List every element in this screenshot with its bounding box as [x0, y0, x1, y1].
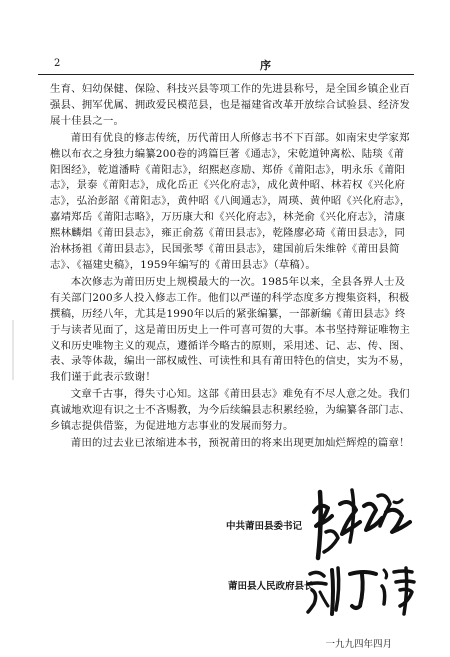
paragraph-2: 莆田有优良的修志传统，历代莆田人所修志书不下百部。如南宋史学家郑樵以布衣之身独力编纂200卷的鸿篇巨著《通志》，宋乾道钟离松、陆琰《莆阳图经》，乾道潘畤《莆阳志》，绍熙赵彦励、郑侨《莆阳志》，明永乐《莆阳志》，景泰《莆阳志》，成化岳正《兴化府志》，成化黄仲昭、林若权《兴化府志》，弘治彭韶《莆阳志》，黄仲昭《八闽通志》，周瑛、黄仲昭《兴化府志》，嘉靖郑岳《莆阳志略》，万历康大和《兴化府志》，林尧俞《兴化府志》，清康熙林麟焻《莆田县志》，雍正俞荔《莆田县志》，乾隆廖必琦《莆田县志》，同治林扬祖《莆田县志》，民国张琴《莆田县志》，建国前后朱维幹《莆田县简志》、《福建史稿》，1959年编写的《莆田县志》（草稿）。 — [50, 131, 411, 271]
section-title: 序 — [260, 59, 271, 72]
preface-body — [50, 82, 414, 452]
signature-title-county-magistrate: 莆田县人民政府县长 — [228, 581, 314, 592]
paragraph-1: 生育、妇幼保健、保险、科技兴县等项工作的先进县称号，是全国乡镇企业百强县、拥军优属、拥政爱民模范县，也是福建省改革开放综合试验县、经济发展十佳县之一。 — [50, 83, 411, 127]
paragraph-5: 莆田的过去业已浓缩进本书，预祝莆田的将来出现更加灿烂辉煌的篇章！ — [70, 436, 410, 449]
signature-title-party-secretary: 中共莆田县委书记 — [226, 521, 303, 532]
handwritten-signature-party-secretary — [306, 482, 416, 568]
paragraph-3: 本次修志为莆田历史上规模最大的一次。1985年以来，全县各界人士及有关部门200多人投入修志工作。他们以严谨的科学态度多方搜集资料，积极撰稿，历经八年，尤其是1990年以后的紧张编纂，一部新编《莆田县志》终于与读者见面了，这是莆田历史上一件可喜可贺的大事。本书坚持辩证唯物主义和历史唯物主义的观点，遵循详今略古的原则，采用述、记、志、传、图、表、录等体裁，编出一部权威性、可读性和具有莆田特色的信史，实为不易，我们谨于此表示致谢！ — [50, 275, 411, 384]
publication-date: 一九九四年四月 — [325, 639, 392, 650]
page-number: 2 — [54, 58, 61, 69]
scan-edge-mark — [10, 320, 16, 380]
handwritten-signature-county-magistrate — [304, 560, 424, 620]
page-header — [38, 56, 414, 75]
paragraph-4: 文章千古事，得失寸心知。这部《莆田县志》难免有不尽人意之处。我们真诚地欢迎有识之士不吝赐教，为今后续编县志积累经验，为编纂各部门志、乡镇志提供借鉴，为促进地方志事业的发展而努力。 — [50, 388, 411, 433]
